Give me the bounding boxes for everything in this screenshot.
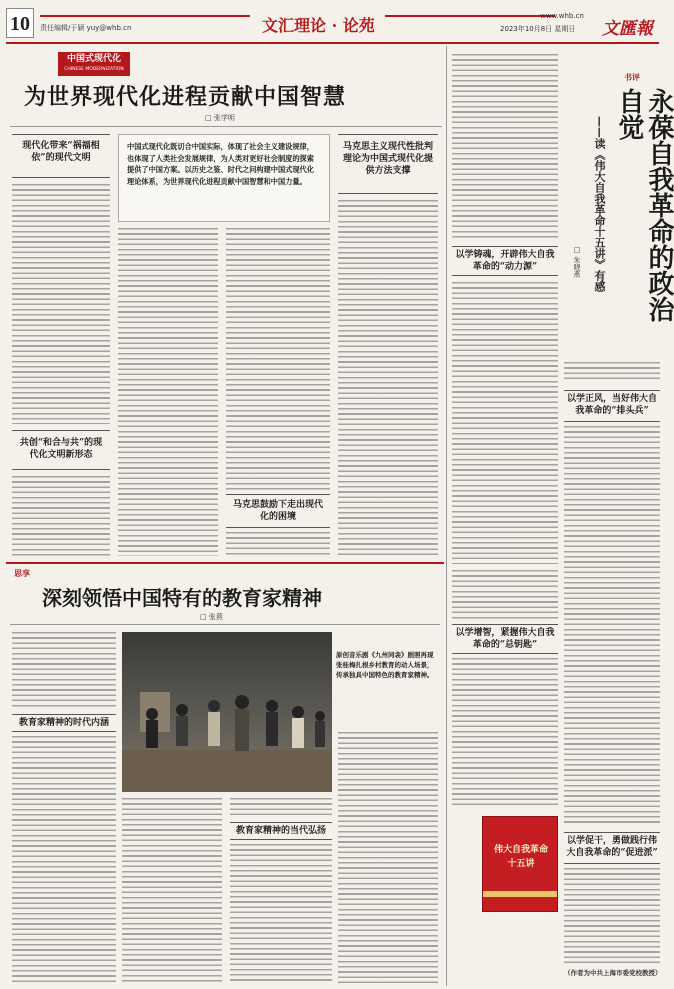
subhead-box-rev-4 [564,832,660,864]
body-text [338,732,438,984]
author-note: （作者为中共上海市委党校教授） [564,969,662,977]
edu-subhead-1: 教育家精神的时代内涵 [18,718,109,728]
page-number: 10 [10,13,30,35]
body-text [12,476,110,556]
section-title: 文汇理论 · 论苑 [262,16,375,35]
performer-figures [146,695,325,751]
photo-caption: 原创音乐剧《九州同衾》剧照再现张桂梅扎根乡村教育的动人场景，传承独具中国特色的教育家精神。 [336,651,434,679]
subhead-box-rev-3 [452,624,558,654]
website: www.whb.cn [540,12,584,20]
masthead-logo: 文匯報 [602,19,653,39]
body-text [452,282,558,564]
stage-photo-svg [122,632,332,792]
body-text [12,736,116,984]
rev-subhead-1: 以学铸魂，开辟伟大自我革命的“动力源” [455,250,555,272]
article1-byline: □ 张学明 [205,114,235,122]
body-text [564,868,660,964]
book-cover [482,816,558,912]
body-text [564,362,660,380]
book-cover-band [483,891,557,897]
article2-title-rule [10,624,440,625]
article3-byline: □ 朱晓燕 [573,246,581,278]
subhead-box-4 [226,494,330,528]
subhead-box-1 [12,134,110,178]
page-number-box [6,8,34,38]
body-text [230,844,332,984]
header-red-bar-left [40,15,250,17]
subhead-1: 现代化带来“祸福相依”的现代文明 [22,141,100,163]
article3-section-tag: 书评 [624,73,640,82]
subhead-box-rev-2 [564,390,660,422]
body-text [12,184,110,424]
body-text [452,570,558,620]
title-underline [10,126,442,127]
body-text [338,200,438,556]
rev-subhead-2: 以学正风，当好伟大自我革命的“排头兵” [566,394,657,416]
stage-photo [122,632,332,792]
column-divider [446,46,447,986]
rev-subhead-3: 以学增智，紧握伟大自我革命的“总钥匙” [455,628,555,650]
article1-title: 为世界现代化进程贡献中国智慧 [24,84,347,110]
intro-box [118,134,330,222]
article2-title: 深刻领悟中国特有的教育家精神 [42,586,322,610]
subhead-box-edu-2 [230,822,332,840]
article2-top-rule [6,562,444,564]
body-text [452,54,558,240]
article2-byline: □ 张燕 [200,613,223,621]
editor-line: 责任编辑/于颖 yuy@whb.cn [40,24,132,32]
article3-title: 永葆自我革命的政治自觉 [614,88,674,322]
subhead-2: 马克思主义现代性批判理论为中国式现代化提供方法支撑 [342,142,433,176]
series-tag-en: CHINESE MODERNIZATION [64,67,124,72]
body-text [118,228,218,556]
rev-subhead-4: 以学促干，勇做践行伟大自我革命的“促进派” [566,836,658,858]
page-header [0,0,665,44]
article-education [0,562,445,989]
header-rule [6,42,659,44]
subhead-box-rev-1 [452,246,558,276]
article2-section-tag: 思享 [14,569,30,578]
subhead-4: 马克思鼓励下走出现代化的困境 [232,500,323,522]
subhead-box-3 [12,430,110,470]
body-text [122,798,222,984]
issue-date: 2023年10月8日 星期日 [500,25,576,33]
header-red-bar-right [385,15,555,17]
subhead-box-2 [338,134,438,194]
book-cover-title: 伟大自我革命十五讲 [493,845,548,869]
body-text [230,798,332,818]
body-text [226,532,330,556]
body-text [452,658,558,808]
article3-subtitle: ——读《伟大自我革命十五讲》有感 [593,116,606,292]
body-text [12,632,116,710]
article-self-revolution [448,46,674,989]
edu-subhead-2: 教育家精神的当代弘扬 [235,826,326,836]
series-tag-text: 中国式现代化 [66,54,121,64]
article1-intro: 中国式现代化既切合中国实际，体现了社会主义建设规律，也体现了人类社会发展规律，为人类对更好社会制度的探索提供了中国方案。以历史之鉴、时代之问构建中国式现代化理论体系，为世界现代化进程贡献中国智慧和中国力量。 [127,142,314,186]
subhead-box-edu-1 [12,714,116,732]
series-tag [58,52,130,76]
body-text [564,426,660,826]
subhead-3: 共创“和合与共”的现代化文明新形态 [19,438,103,460]
body-text [226,228,330,490]
article-modernization [0,46,445,562]
